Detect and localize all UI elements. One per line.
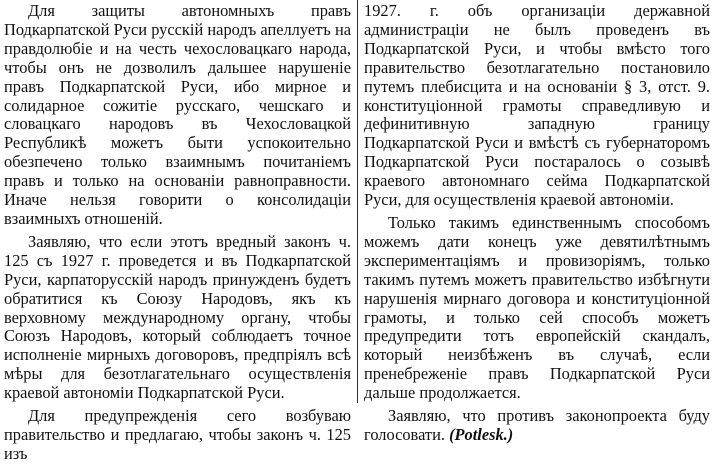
- paragraph-text: Заявляю, что противъ законопроекта буду голосовати.: [364, 406, 710, 444]
- left-column: [4, 2, 351, 464]
- paragraph: [364, 407, 710, 445]
- applause-note: (Potlesk.): [449, 424, 514, 444]
- paragraph: Для защиты автономныхъ правъ Подкарпатской Руси русскiй народъ апеллуетъ на правдолюбiе и на честь чехословацкаго народа, чтобы онъ не дозволилъ дальшее нарушенiе правъ Подкарпатской Руси, ибо мирное и солидарное сожитiе русскаго, чешскаго и словацкаго народовъ въ Чехословацкой Республикѣ можетъ быти успокоительно обезпечено только взаимнымъ почитанiемъ правъ и только на основанiи равноправности. Иначе нельзя говорити о консолидацiи взаимныхъ отношенiй.: [4, 1, 351, 228]
- paragraph: Заявляю, что если этотъ вредный законъ ч. 125 съ 1927 г. проведется и въ Подкарпатской Руси, карпаторусскiй народъ принужденъ будетъ обратитися къ Союзу Народовъ, якъ къ верховному международному органу, чтобы Союзъ Народовъ, который соблюдаетъ точное исполненiе мирныхъ договоровъ, предпрiялъ всѣ мѣры для безотлагательнаго осуществленiя краевой автономiи Подкарпатской Руси.: [4, 231, 351, 403]
- paragraph: Только такимъ единственнымъ способомъ можемъ дати конецъ уже девятилѣтнымъ экспериментацiямъ и провизорiямъ, только такимъ путемъ можетъ правительство избѣгнути нарушенiя мирнаго договора и конституцiонной грамоты, и только сей способъ можетъ предупредити тотъ европейскiй скандалъ, который неизбѣженъ въ случаѣ, если пренебреженiе правъ Подкарпатской Руси дальше продолжается.: [364, 212, 710, 403]
- paragraph: 1927. г. объ организацiи державной администрацiи не былъ проведенъ въ Подкарпатской Руси, и чтобы вмѣсто того правительство безотлагательно постановило путемъ плебисцита и на основанiи § 3, отст. 9. конституцiонной грамоты справедливую и дефинитивную западную границу Подкарпатской Руси и вмѣстѣ съ губернаторомъ Подкарпатской Руси постаралось о созывѣ краевого автономнаго сейма Подкарпатской Руси, для осуществленiя краевой автономiи.: [364, 1, 710, 210]
- column-divider: [357, 0, 358, 403]
- paragraph: Для предупрежденiя сего возбуваю правительство и предлагаю, чтобы законъ ч. 125 изъ: [4, 406, 351, 463]
- right-column: [364, 2, 710, 445]
